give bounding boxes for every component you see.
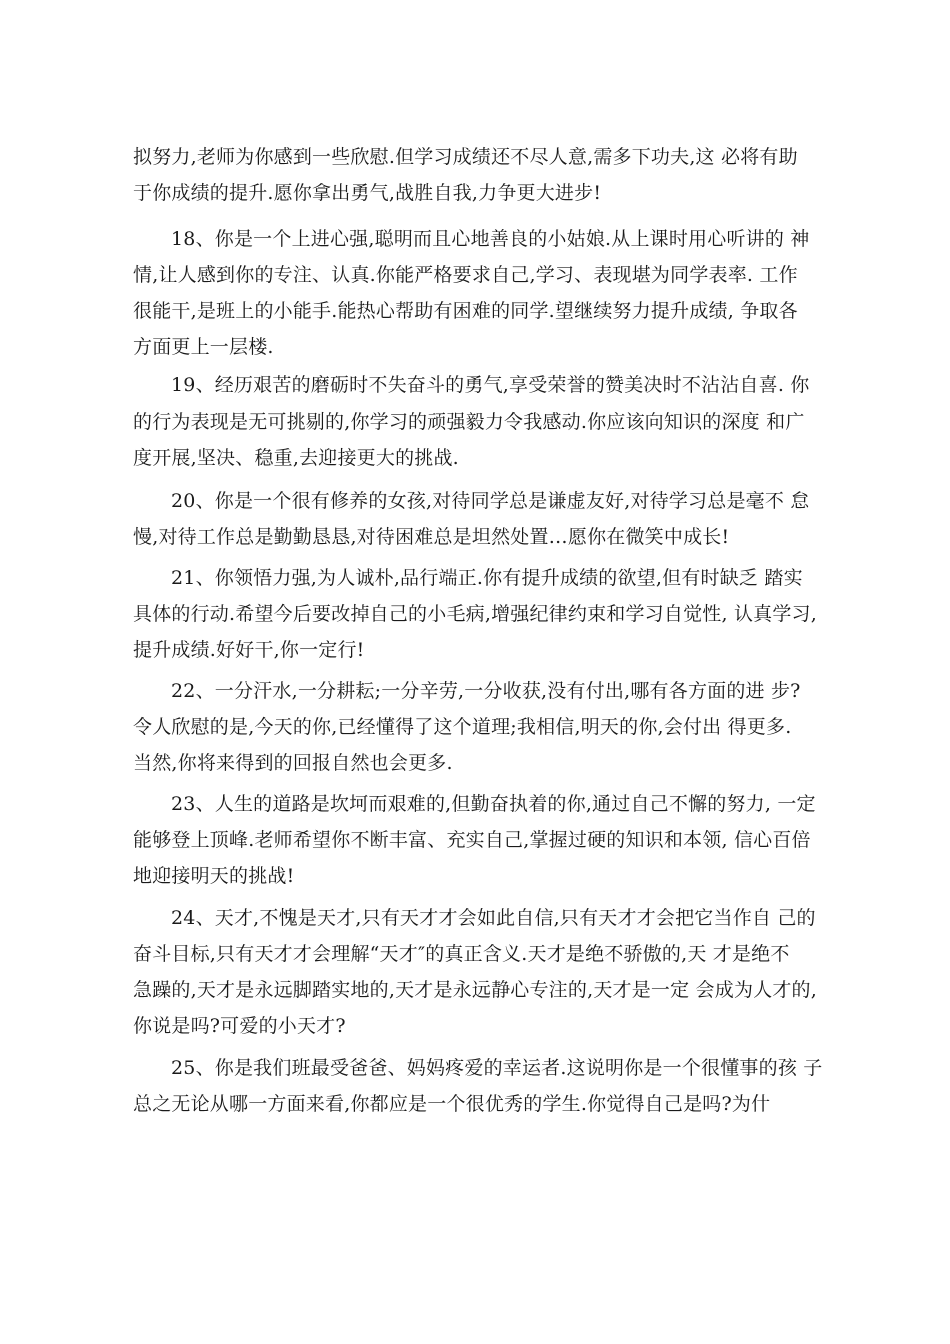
paragraph-21-line: 21、你领悟力强,为人诚朴,品行端正.你有提升成绩的欲望,但有时缺乏 踏实	[171, 567, 803, 589]
text-line: 于你成绩的提升.愿你拿出勇气,战胜自我,力争更大进步!	[133, 182, 602, 204]
text-line: 很能干,是班上的小能手.能热心帮助有困难的同学.望继续努力提升成绩, 争取各	[133, 300, 798, 322]
text-line: 你说是吗?可爱的小天才?	[133, 1015, 346, 1037]
text-line: 当然,你将来得到的回报自然也会更多.	[133, 752, 453, 774]
paragraph-25-line: 25、你是我们班最受爸爸、妈妈疼爱的幸运者.这说明你是一个很懂事的孩 子	[171, 1057, 823, 1079]
text-line: 能够登上顶峰.老师希望你不断丰富、充实自己,掌握过硬的知识和本领, 信心百倍	[133, 829, 811, 851]
text-line: 地迎接明天的挑战!	[133, 865, 295, 887]
paragraph-23-line: 23、人生的道路是坎坷而艰难的,但勤奋执着的你,通过自己不懈的努力, 一定	[171, 793, 816, 815]
text-line: 度开展,坚决、稳重,去迎接更大的挑战.	[133, 447, 459, 469]
text-line: 提升成绩.好好干,你一定行!	[133, 639, 365, 661]
text-line: 急躁的,天才是永远脚踏实地的,天才是永远静心专注的,天才是一定 会成为人才的,	[133, 979, 817, 1001]
text-line: 的行为表现是无可挑剔的,你学习的顽强毅力令我感动.你应该向知识的深度 和广	[133, 411, 805, 433]
paragraph-22-line: 22、一分汗水,一分耕耘;一分辛劳,一分收获,没有付出,哪有各方面的进 步?	[171, 680, 801, 702]
text-line: 情,让人感到你的专注、认真.你能严格要求自己,学习、表现堪为同学表率. 工作	[133, 264, 798, 286]
text-line: 具体的行动.希望今后要改掉自己的小毛病,增强纪律约束和学习自觉性, 认真学习,	[133, 603, 817, 625]
text-line: 总之无论从哪一方面来看,你都应是一个很优秀的学生.你觉得自己是吗?为什	[133, 1093, 771, 1115]
paragraph-18-line: 18、你是一个上进心强,聪明而且心地善良的小姑娘.从上课时用心听讲的 神	[171, 228, 810, 250]
text-line: 令人欣慰的是,今天的你,已经懂得了这个道理;我相信,明天的你,会付出 得更多.	[133, 716, 792, 738]
text-line: 方面更上一层楼.	[133, 336, 274, 358]
paragraph-24-line: 24、天才,不愧是天才,只有天才才会如此自信,只有天才才会把它当作自 己的	[171, 907, 816, 929]
paragraph-19-line: 19、经历艰苦的磨砺时不失奋斗的勇气,享受荣誉的赞美决时不沾沾自喜. 你	[171, 374, 810, 396]
paragraph-20-line: 20、你是一个很有修养的女孩,对待同学总是谦虚友好,对待学习总是毫不 怠	[171, 490, 810, 512]
text-line: 拟努力,老师为你感到一些欣慰.但学习成绩还不尽人意,需多下功夫,这 必将有助	[133, 146, 798, 168]
text-line: 奋斗目标,只有天才才会理解“天才″的真正含义.天才是绝不骄傲的,天 才是绝不	[133, 943, 790, 965]
text-line: 慢,对待工作总是勤勤恳恳,对待困难总是坦然处置…愿你在微笑中成长!	[133, 526, 730, 548]
